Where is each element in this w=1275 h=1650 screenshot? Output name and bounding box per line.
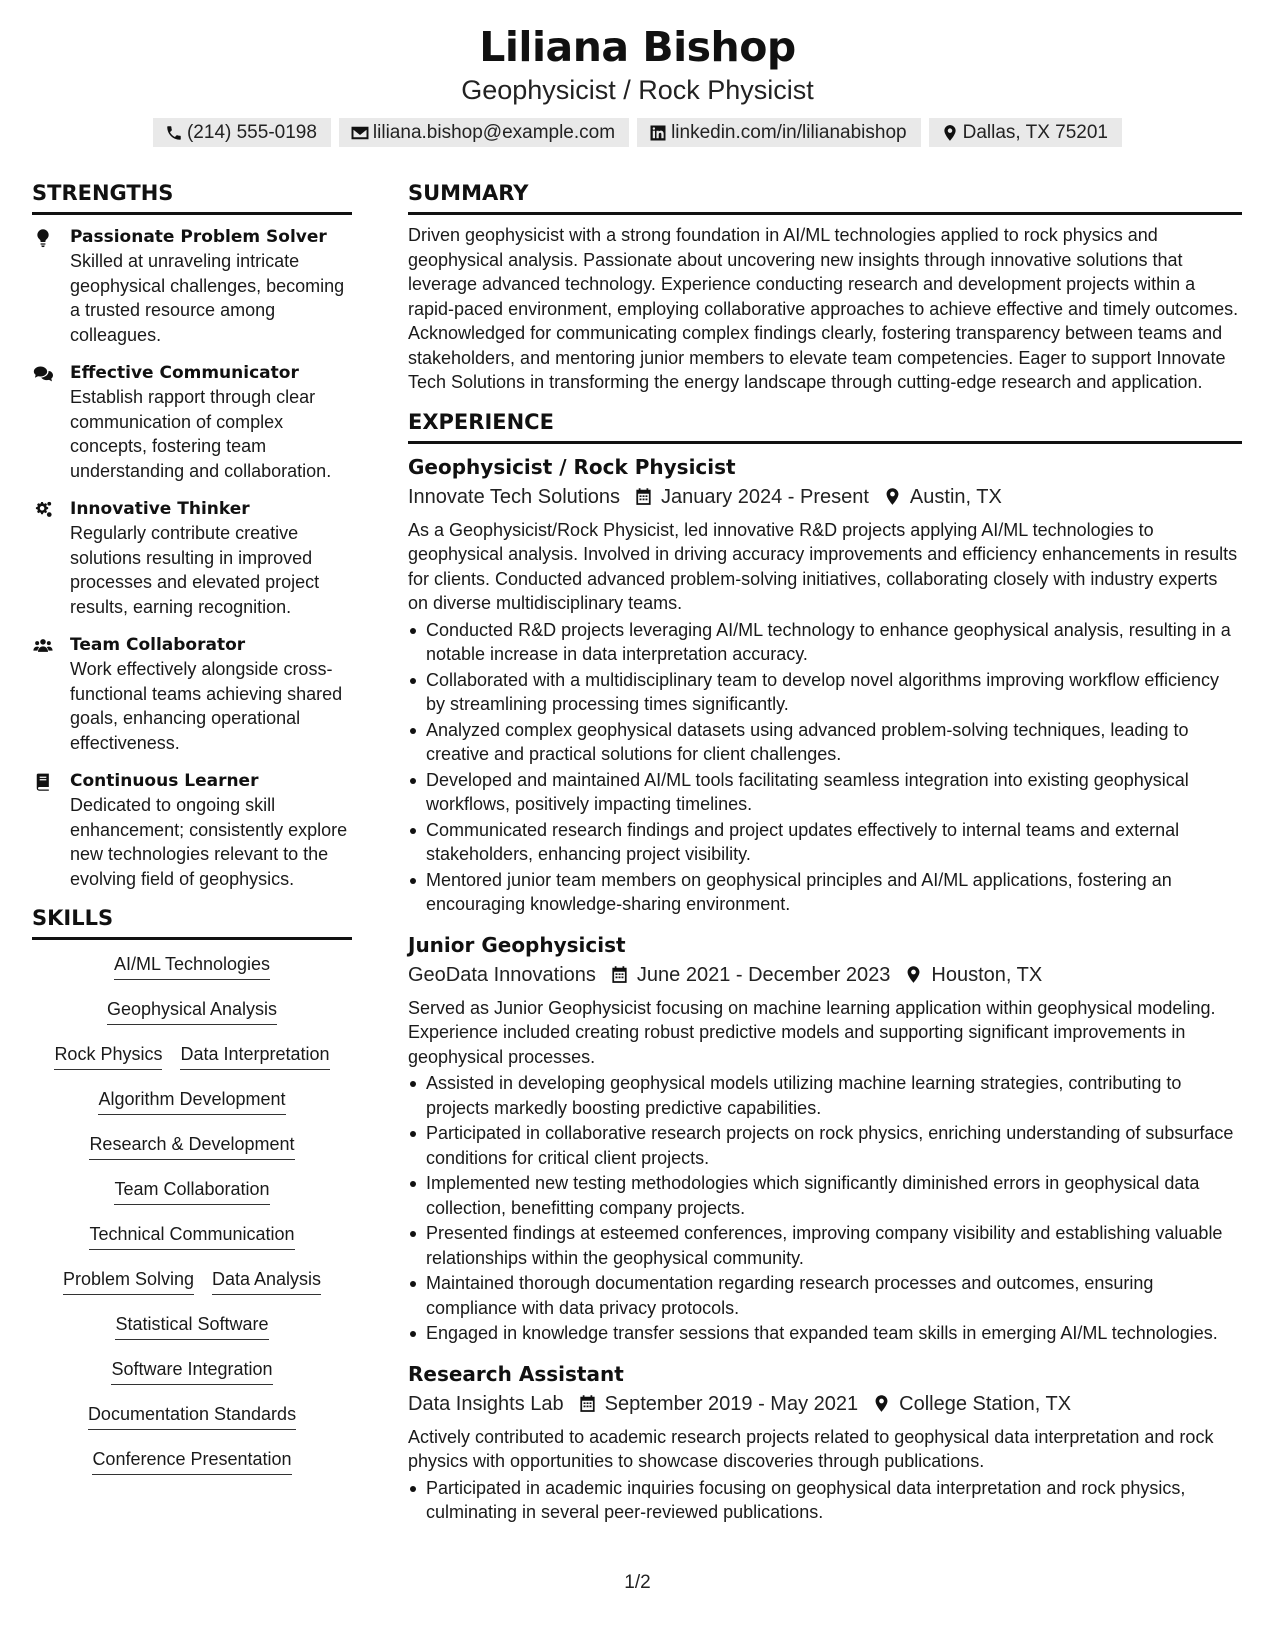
candidate-name: Liliana Bishop (479, 23, 796, 71)
contact-linkedin[interactable] (637, 118, 921, 147)
job-bullets (408, 1476, 1242, 1525)
skill-tag: Problem Solving (63, 1267, 194, 1295)
job-title: Geophysicist / Rock Physicist (408, 454, 736, 479)
right-column (408, 180, 1242, 1526)
location-pin-icon (904, 965, 923, 984)
skill-tag: Software Integration (111, 1357, 272, 1385)
skill-tag: Data Interpretation (180, 1042, 329, 1070)
job-dates: June 2021 - December 2023 (636, 963, 891, 986)
skills-list (32, 952, 352, 1492)
skills-heading: SKILLS (32, 905, 352, 940)
skill-tag: Research & Development (89, 1132, 294, 1160)
strength-desc: Establish rapport through clear communication of complex concepts, fostering team understanding and collaboration. (70, 387, 332, 481)
job-entry (408, 931, 1242, 1346)
bullet-item: Implemented new testing methodologies which significantly diminished errors in geophysical data collection, benefitting company projects. (408, 1171, 1242, 1220)
strength-title: Passionate Problem Solver (70, 227, 327, 247)
job-title: Research Assistant (408, 1361, 624, 1386)
job-dates: January 2024 - Present (661, 485, 869, 508)
book-icon (32, 772, 54, 792)
calendar-icon (610, 965, 629, 984)
strength-title: Team Collaborator (70, 635, 246, 655)
bullet-item: Conducted R&D projects leveraging AI/ML technology to enhance geophysical analysis, resulting in a notable increase in data interpretation accuracy. (408, 618, 1242, 667)
strength-item (32, 633, 352, 755)
left-column (32, 180, 352, 1492)
strength-title: Effective Communicator (70, 363, 299, 383)
job-company: Data Insights Lab (408, 1392, 564, 1415)
job-dates: September 2019 - May 2021 (604, 1392, 859, 1415)
skill-tag: Documentation Standards (88, 1402, 296, 1430)
job-description: As a Geophysicist/Rock Physicist, led innovative R&D projects applying AI/ML technologies to geophysical analysis. Involved in driving accuracy improvements and efficiency enhancements in results for clients. Conducted advanced problem-solving initiatives, collaborating closely with industry experts on diverse multidisciplinary teams. (408, 519, 1238, 613)
resume-header (0, 22, 1275, 147)
job-bullets (408, 1071, 1242, 1346)
bullet-item: Maintained thorough documentation regarding research processes and outcomes, ensuring compliance with data privacy protocols. (408, 1271, 1242, 1320)
skill-row (107, 997, 277, 1042)
calendar-icon (578, 1394, 597, 1413)
job-title: Junior Geophysicist (408, 932, 626, 957)
strength-title: Continuous Learner (70, 771, 259, 791)
job-location: College Station, TX (899, 1392, 1072, 1415)
contact-phone[interactable] (153, 118, 331, 147)
job-bullets (408, 618, 1242, 917)
strengths-list (32, 225, 352, 891)
strength-item (32, 497, 352, 619)
bullet-item: Mentored junior team members on geophysical principles and AI/ML applications, fostering an encouraging knowledge-sharing environment. (408, 868, 1242, 917)
skill-tag: Geophysical Analysis (107, 997, 277, 1025)
job-location: Houston, TX (931, 963, 1043, 986)
gears-icon (32, 500, 54, 520)
skill-row (92, 1447, 291, 1492)
skill-row (63, 1267, 321, 1312)
strength-item (32, 225, 352, 347)
skill-row (114, 952, 270, 997)
skill-tag: Technical Communication (89, 1222, 294, 1250)
contact-location (929, 118, 1122, 147)
strengths-heading: STRENGTHS (32, 180, 352, 215)
skill-row (89, 1132, 294, 1177)
comments-icon (32, 364, 54, 384)
job-meta (408, 1389, 1242, 1419)
skill-row (114, 1177, 269, 1222)
bullet-item: Collaborated with a multidisciplinary team to develop novel algorithms improving workflow efficiency by streamlining processing times significantly. (408, 668, 1242, 717)
users-icon (32, 636, 54, 656)
summary-heading: SUMMARY (408, 180, 1242, 215)
candidate-title: Geophysicist / Rock Physicist (461, 75, 814, 105)
strength-desc: Skilled at unraveling intricate geophysical challenges, becoming a trusted resource among colleagues. (70, 251, 345, 345)
strength-item (32, 769, 352, 891)
bullet-item: Communicated research findings and project updates effectively to internal teams and external stakeholders, enhancing project visibility. (408, 818, 1242, 867)
location-pin-icon (941, 124, 959, 142)
lightbulb-icon (32, 228, 54, 248)
calendar-icon (634, 487, 653, 506)
job-description: Actively contributed to academic research projects related to geophysical data interpretation and rock physics with opportunities to showcase discoveries through publications. (408, 1426, 1214, 1471)
contact-email[interactable] (339, 118, 629, 147)
bullet-item: Assisted in developing geophysical models utilizing machine learning strategies, contributing to projects markedly boosting predictive capabilities. (408, 1071, 1242, 1120)
strength-desc: Regularly contribute creative solutions resulting in improved processes and elevated project results, earning recognition. (70, 523, 320, 617)
page-number: 1/2 (624, 1572, 651, 1593)
strength-title: Innovative Thinker (70, 499, 250, 519)
contact-bar (0, 118, 1275, 147)
job-company: Innovate Tech Solutions (408, 485, 621, 508)
skill-row (54, 1042, 329, 1087)
strength-desc: Dedicated to ongoing skill enhancement; consistently explore new technologies relevant to the evolving field of geophysics. (70, 795, 348, 889)
skill-row (111, 1357, 272, 1402)
contact-linkedin-text: linkedin.com/in/lilianabishop (671, 121, 907, 143)
bullet-item: Participated in academic inquiries focusing on geophysical data interpretation and rock physics, culminating in several peer-reviewed publications. (408, 1476, 1242, 1525)
location-pin-icon (883, 487, 902, 506)
skill-tag: Rock Physics (54, 1042, 162, 1070)
location-pin-icon (872, 1394, 891, 1413)
skill-row (98, 1087, 285, 1132)
skill-tag: Statistical Software (115, 1312, 268, 1340)
skill-row (88, 1402, 296, 1447)
job-company: GeoData Innovations (408, 963, 596, 986)
bullet-item: Participated in collaborative research projects on rock physics, enriching understanding of subsurface conditions for critical client projects. (408, 1121, 1242, 1170)
envelope-icon (351, 124, 369, 142)
bullet-item: Developed and maintained AI/ML tools facilitating seamless integration into existing geophysical workflows, positively impacting timelines. (408, 768, 1242, 817)
skill-tag: Conference Presentation (92, 1447, 291, 1475)
strength-desc: Work effectively alongside cross-functional teams achieving shared goals, enhancing operational effectiveness. (70, 659, 343, 753)
linkedin-icon (649, 124, 667, 142)
bullet-item: Presented findings at esteemed conferences, improving company visibility and establishing valuable relationships within the geophysical community. (408, 1221, 1242, 1270)
skill-row (89, 1222, 294, 1267)
contact-location-text: Dallas, TX 75201 (962, 121, 1108, 143)
strength-item (32, 361, 352, 483)
job-meta (408, 960, 1242, 990)
summary-text: Driven geophysicist with a strong foundation in AI/ML technologies applied to rock physics and geophysical analysis. Passionate about uncovering new insights through innovative solutions that leverage advanced technology. Experience conducting research and development projects within a rapid-paced environment, employing collaborative approaches to achieve effective and timely outcomes. Acknowledged for communicating complex findings clearly, fostering transparency between teams and stakeholders, and mentoring junior members to elevate team competencies. Eager to support Innovate Tech Solutions in transforming the energy landscape through cutting-edge research and application. (408, 225, 1239, 392)
skill-tag: Data Analysis (212, 1267, 321, 1295)
skill-row (115, 1312, 268, 1357)
job-description: Served as Junior Geophysicist focusing on machine learning application within geophysical modeling. Experience included creating robust predictive models and supporting significant improvements in geophysical processes. (408, 997, 1216, 1067)
job-location: Austin, TX (909, 485, 1002, 508)
contact-phone-text: (214) 555-0198 (186, 121, 317, 143)
job-meta (408, 482, 1242, 512)
phone-icon (165, 124, 183, 142)
bullet-item: Engaged in knowledge transfer sessions that expanded team skills in emerging AI/ML technologies. (408, 1321, 1242, 1346)
job-entry (408, 1360, 1242, 1525)
job-entry (408, 453, 1242, 917)
bullet-item: Analyzed complex geophysical datasets using advanced problem-solving techniques, leading to creative and practical solutions for client challenges. (408, 718, 1242, 767)
experience-heading: EXPERIENCE (408, 409, 1242, 444)
skill-tag: AI/ML Technologies (114, 952, 270, 980)
skill-tag: Team Collaboration (114, 1177, 269, 1205)
skill-tag: Algorithm Development (98, 1087, 285, 1115)
contact-email-text: liliana.bishop@example.com (372, 121, 616, 143)
